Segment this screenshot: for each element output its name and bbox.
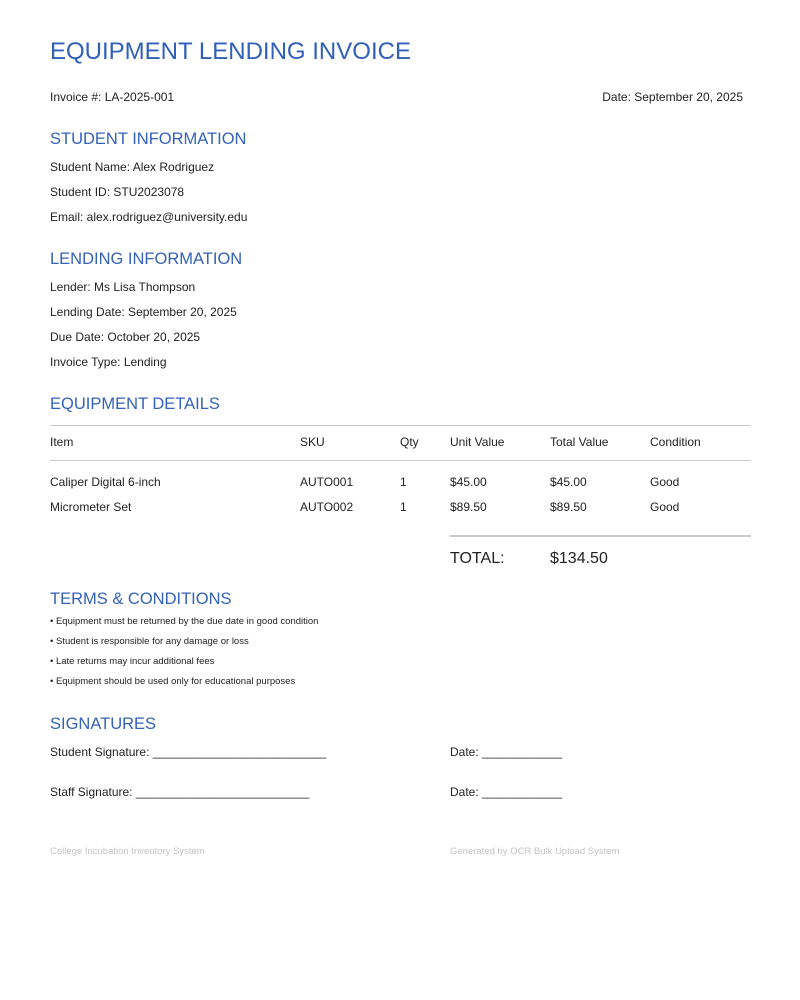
cell-total-value: $89.50 — [550, 500, 587, 514]
terms-heading: TERMS & CONDITIONS — [50, 590, 232, 608]
student-name: Student Name: Alex Rodriguez — [50, 160, 215, 174]
lending-info-heading: LENDING INFORMATION — [50, 250, 243, 268]
total-value: $134.50 — [550, 550, 608, 567]
invoice-number: Invoice #: LA-2025-001 — [50, 90, 175, 104]
student-id: Student ID: STU2023078 — [50, 185, 185, 199]
cell-item: Caliper Digital 6-inch — [50, 475, 161, 489]
staff-signature-date: Date: ____________ — [450, 785, 563, 799]
cell-item: Micrometer Set — [50, 500, 132, 514]
cell-qty: 1 — [400, 500, 407, 514]
cell-unit-value: $45.00 — [450, 475, 487, 489]
student-email: Email: alex.rodriguez@university.edu — [50, 210, 248, 224]
student-signature-line: Student Signature: __________________________ — [50, 745, 327, 759]
due-date: Due Date: October 20, 2025 — [50, 330, 201, 344]
document-title: EQUIPMENT LENDING INVOICE — [50, 38, 411, 65]
student-info-heading: STUDENT INFORMATION — [50, 130, 247, 148]
footer-right: Generated by OCR Bulk Upload System — [450, 846, 620, 857]
col-header-sku: SKU — [300, 435, 325, 449]
term-item: • Equipment should be used only for educational purposes — [50, 676, 296, 687]
col-header-unit-value: Unit Value — [450, 435, 505, 449]
term-item: • Student is responsible for any damage or loss — [50, 636, 249, 647]
cell-total-value: $45.00 — [550, 475, 587, 489]
student-signature-date: Date: ____________ — [450, 745, 563, 759]
equipment-heading: EQUIPMENT DETAILS — [50, 395, 220, 413]
cell-condition: Good — [650, 475, 680, 489]
cell-qty: 1 — [400, 475, 407, 489]
term-item: • Equipment must be returned by the due date in good condition — [50, 616, 319, 627]
total-label: TOTAL: — [450, 550, 505, 567]
cell-unit-value: $89.50 — [450, 500, 487, 514]
term-item: • Late returns may incur additional fees — [50, 656, 215, 667]
staff-signature-line: Staff Signature: __________________________ — [50, 785, 310, 799]
lending-date: Lending Date: September 20, 2025 — [50, 305, 237, 319]
lender-name: Lender: Ms Lisa Thompson — [50, 280, 196, 294]
col-header-item: Item — [50, 435, 74, 449]
cell-condition: Good — [650, 500, 680, 514]
signatures-heading: SIGNATURES — [50, 715, 157, 733]
cell-sku: AUTO002 — [300, 500, 354, 514]
table-header-rule — [50, 460, 751, 461]
col-header-qty: Qty — [400, 435, 419, 449]
cell-sku: AUTO001 — [300, 475, 354, 489]
col-header-total-value: Total Value — [550, 435, 609, 449]
footer-left: College Incubation Inventory System — [50, 846, 205, 857]
total-rule — [450, 535, 751, 537]
table-top-rule — [50, 425, 751, 426]
invoice-type: Invoice Type: Lending — [50, 355, 167, 369]
col-header-condition: Condition — [650, 435, 701, 449]
invoice-date: Date: September 20, 2025 — [602, 90, 743, 104]
